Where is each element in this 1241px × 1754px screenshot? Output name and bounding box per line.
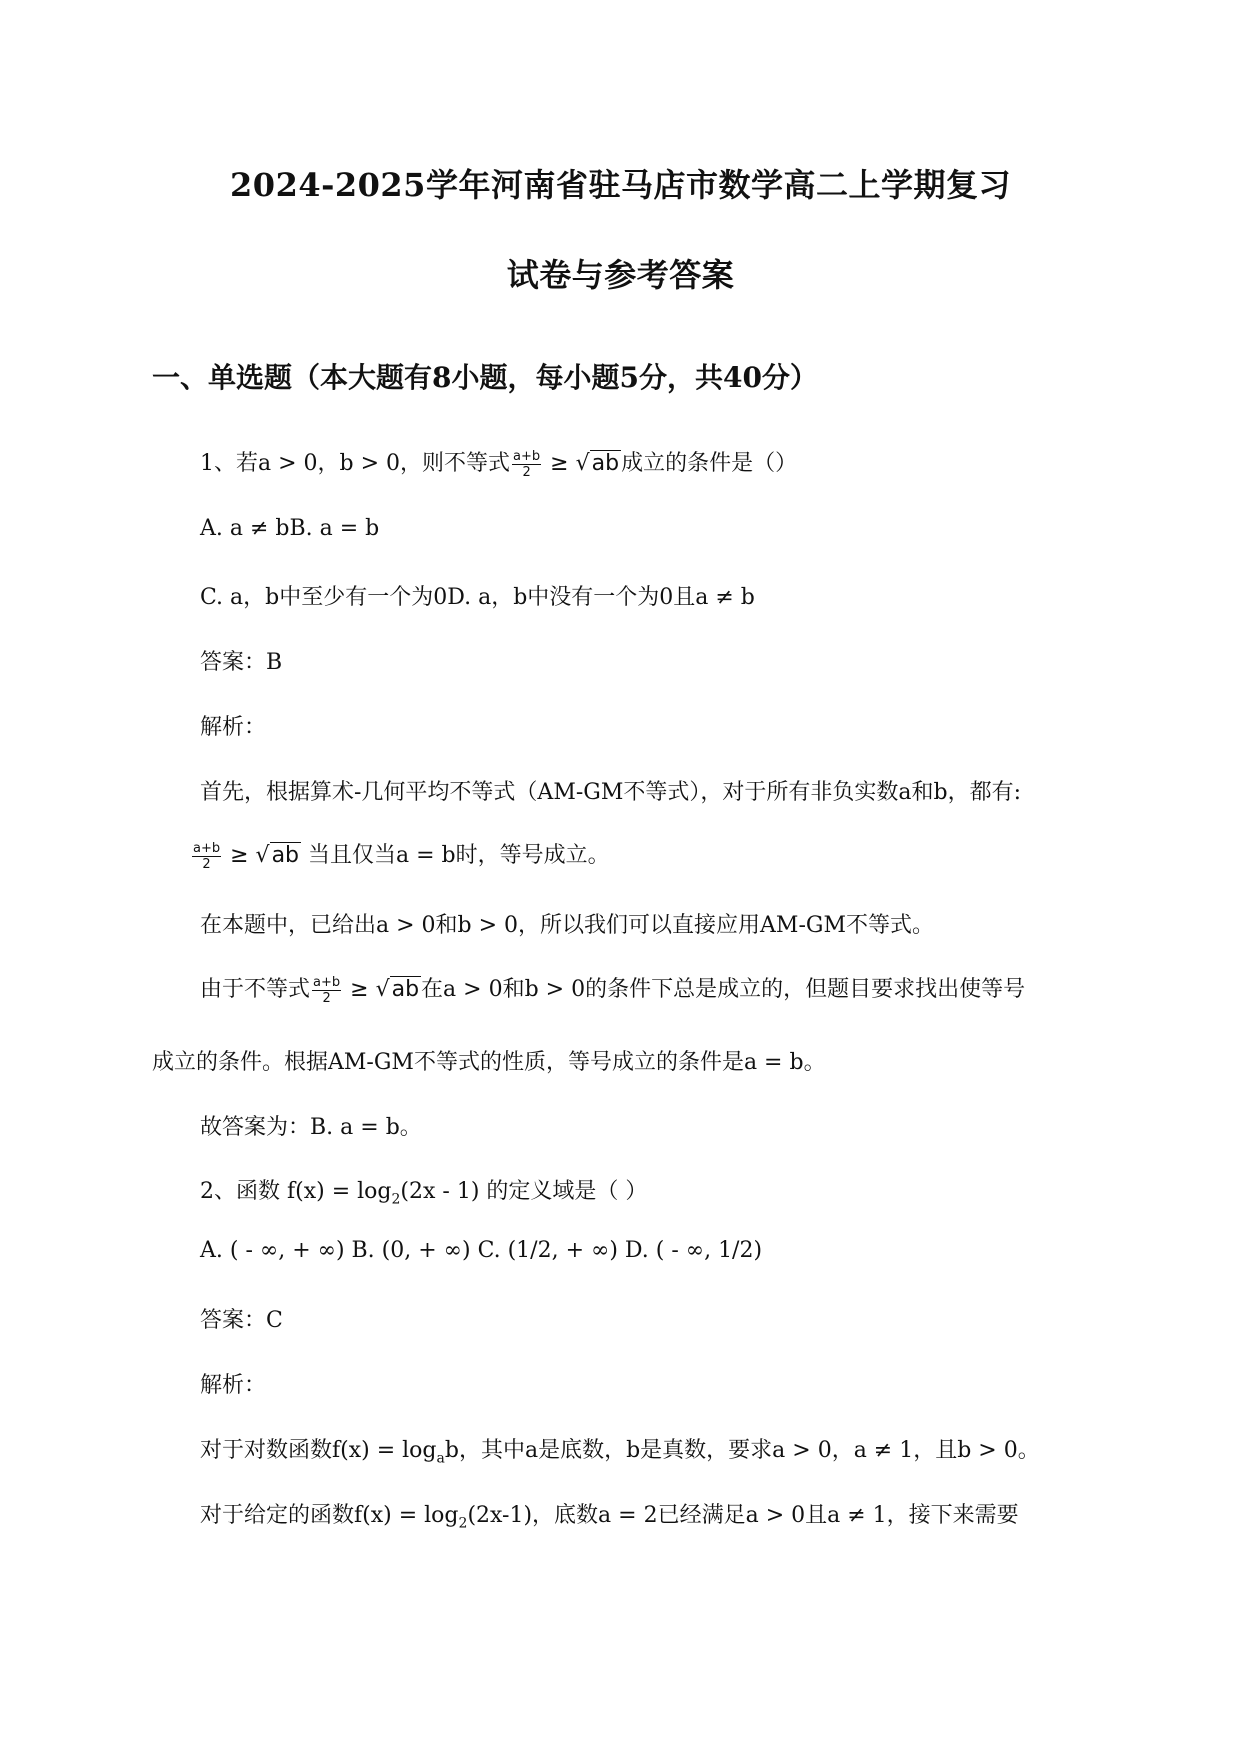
section-heading-single-choice: 一、单选题（本大题有8小题，每小题5分，共40分） <box>152 361 818 394</box>
q1-analysis-p4 <box>200 972 1025 1006</box>
q1-options-cd: C. a，b中至少有一个为0D. a，b中没有一个为0且a ≠ b <box>200 585 755 610</box>
q1-stem <box>200 446 797 480</box>
q2-p2-pre: 对于给定的函数f(x) = log <box>200 1503 459 1528</box>
fraction-numerator: a+b <box>193 840 221 856</box>
q1-p2-post: 当且仅当a = b时，等号成立。 <box>301 843 610 868</box>
q2-log-base: 2 <box>391 1191 401 1208</box>
q1-p4-post: 在a > 0和b > 0的条件下总是成立的，但题目要求找出使等号 <box>421 977 1026 1002</box>
q1-fraction <box>512 449 541 480</box>
sqrt-expression <box>256 842 301 868</box>
q2-p2-post: (2x-1)，底数a = 2已经满足a > 0且a ≠ 1，接下来需要 <box>467 1503 1019 1528</box>
q2-analysis-p1 <box>200 1433 1040 1466</box>
q2-p1-pre: 对于对数函数f(x) = log <box>200 1438 437 1463</box>
q2-stem <box>200 1174 647 1207</box>
q1-stem-post: 成立的条件是（） <box>621 451 798 476</box>
geq-sign: ≥ <box>223 843 256 868</box>
sqrt-radicand: ab <box>271 843 300 868</box>
q1-stem-pre: 1、若a > 0，b > 0，则不等式 <box>200 451 511 476</box>
sqrt-expression <box>576 450 621 476</box>
q2-stem-post: (2x - 1) 的定义域是（ ） <box>400 1179 648 1204</box>
q2-p2-log-base: 2 <box>458 1515 468 1532</box>
q1-p4-pre: 由于不等式 <box>200 977 311 1002</box>
geq-sign: ≥ <box>343 977 376 1002</box>
sqrt-sign: √ <box>255 843 270 868</box>
q2-analysis-label: 解析： <box>200 1373 267 1398</box>
sqrt-expression <box>376 976 421 1002</box>
q2-stem-pre: 2、函数 f(x) = log <box>200 1179 392 1204</box>
doc-title-line2: 试卷与参考答案 <box>506 256 735 294</box>
q1-options-ab: A. a ≠ bB. a = b <box>200 516 380 541</box>
fraction-denominator: 2 <box>202 856 211 872</box>
q2-answer: 答案：C <box>200 1308 283 1333</box>
doc-title-line1: 2024-2025学年河南省驻马店市数学高二上学期复习 <box>230 166 1011 204</box>
fraction-denominator: 2 <box>522 464 531 480</box>
q1-analysis-p6: 故答案为：B. a = b。 <box>200 1115 422 1140</box>
sqrt-sign: √ <box>375 977 390 1002</box>
q1-analysis-p3: 在本题中，已给出a > 0和b > 0，所以我们可以直接应用AM-GM不等式。 <box>200 913 934 938</box>
q1-analysis-p1: 首先，根据算术-几何平均不等式（AM-GM不等式），对于所有非负实数a和b，都有: <box>200 780 1021 805</box>
q1-analysis-label: 解析： <box>200 715 267 740</box>
sqrt-radicand: ab <box>391 977 420 1002</box>
q1-answer: 答案：B <box>200 650 283 675</box>
fraction-numerator: a+b <box>513 448 541 464</box>
q2-p1-log-base: a <box>436 1450 445 1467</box>
sqrt-sign: √ <box>575 451 590 476</box>
q1-fraction <box>192 841 221 872</box>
q1-analysis-p2 <box>190 838 610 872</box>
sqrt-radicand: ab <box>591 451 620 476</box>
q2-analysis-p2 <box>200 1498 1019 1531</box>
q1-analysis-p5: 成立的条件。根据AM-GM不等式的性质，等号成立的条件是a = b。 <box>152 1050 826 1075</box>
q2-p1-post: b，其中a是底数，b是真数，要求a > 0，a ≠ 1，且b > 0。 <box>444 1438 1040 1463</box>
q2-options: A. ( - ∞, + ∞) B. (0, + ∞) C. (1/2, + ∞) D. ( - ∞, 1/2) <box>200 1238 763 1263</box>
q1-fraction <box>312 975 341 1006</box>
fraction-numerator: a+b <box>313 974 341 990</box>
fraction-denominator: 2 <box>322 990 331 1006</box>
geq-sign: ≥ <box>543 451 576 476</box>
